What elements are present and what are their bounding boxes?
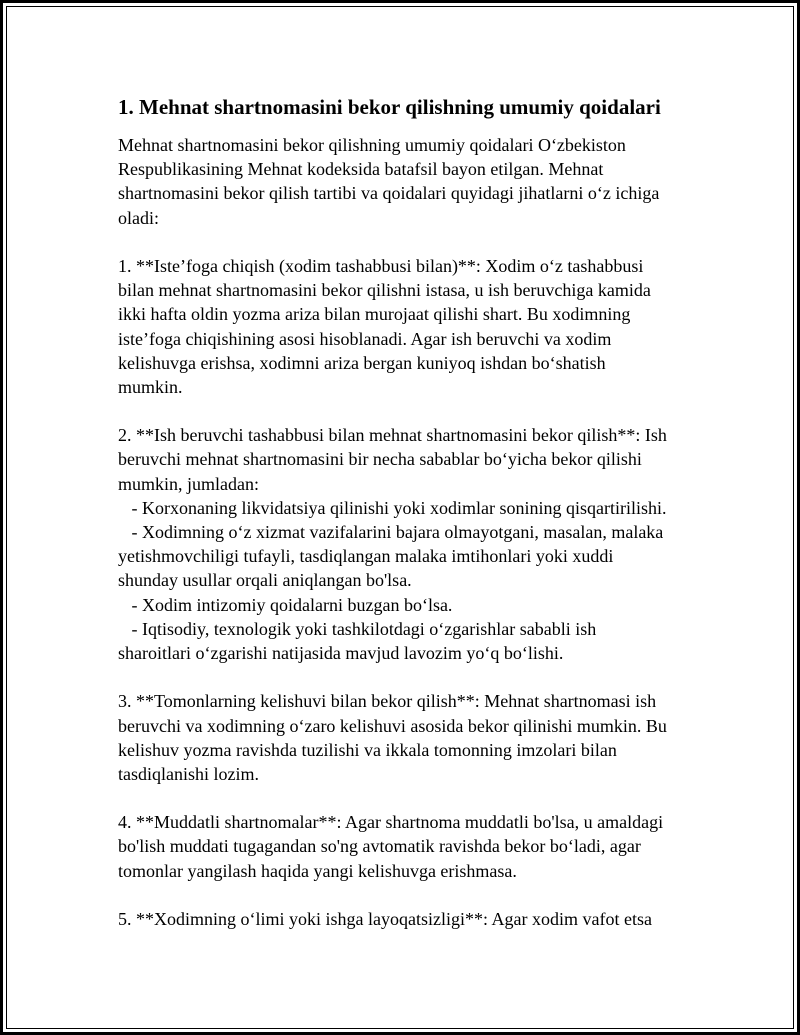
paragraph-line: shartnomasini bekor qilish tartibi va qoidalari quyidagi jihatlarni o‘z ichiga [118, 183, 660, 204]
paragraph-line: beruvchi va xodimning o‘zaro kelishuvi asosida bekor qilinishi mumkin. Bu [118, 715, 667, 736]
sub-bullet-line: - Korxonaning likvidatsiya qilinishi yoki xodimlar sonining qisqartirilishi. [118, 497, 667, 518]
paragraph-line: bo'lish muddati tugagandan so'ng avtomatik ravishda bekor bo‘ladi, agar [118, 836, 641, 857]
list-item-3 [118, 689, 718, 786]
paragraph-line: Mehnat shartnomasini bekor qilishning umumiy qoidalari O‘zbekiston [118, 135, 626, 155]
paragraph-line: mumkin, jumladan: [118, 473, 259, 494]
paragraph-line: shunday usullar orqali aniqlangan bo'lsa. [118, 570, 412, 591]
paragraph-line: beruvchi mehnat shartnomasini bir necha sabablar bo‘yicha bekor qilishi [118, 449, 642, 470]
paragraph-line: 2. **Ish beruvchi tashabbusi bilan mehnat shartnomasini bekor qilish**: Ish [118, 425, 667, 446]
paragraph-line: ikki hafta oldin yozma ariza bilan murojaat qilishi shart. Bu xodimning [118, 304, 631, 325]
sub-bullet-line: - Xodimning o‘z xizmat vazifalarini bajara olmayotgani, masalan, malaka [118, 522, 664, 542]
paragraph-line: kelishuv yozma ravishda tuzilishi va ikkala tomonning imzolari bilan [118, 739, 617, 760]
list-item-1 [118, 254, 718, 399]
paragraph-line: iste’foga chiqishining asosi hisoblanadi. Agar ish beruvchi va xodim [118, 328, 612, 349]
paragraph-line: tomonlar yangilash haqida yangi kelishuvga erishmasa. [118, 860, 517, 881]
paragraph-line: kelishuvga erishsa, xodimni ariza bergan kuniyoq ishdan bo‘shatish [118, 352, 606, 373]
paragraph-line: sharoitlari o‘zgarishi natijasida mavjud lavozim yo‘q bo‘lishi. [118, 642, 564, 663]
paragraph-intro [118, 133, 718, 230]
list-item-5 [118, 907, 718, 931]
paragraph-line: mumkin. [118, 376, 183, 397]
sub-bullet-line: - Xodim intizomiy qoidalarni buzgan bo‘lsa. [118, 594, 453, 615]
list-item-4 [118, 810, 718, 883]
document-body [118, 93, 718, 955]
paragraph-line: oladi: [118, 207, 159, 228]
paragraph-line: bilan mehnat shartnomasini bekor qilishni istasa, u ish beruvchiga kamida [118, 280, 651, 301]
paragraph-line: 5. **Xodimning o‘limi yoki ishga layoqatsizligi**: Agar xodim vafot etsa [118, 909, 652, 929]
sub-bullet-line: - Iqtisodiy, texnologik yoki tashkilotdagi o‘zgarishlar sababli ish [118, 618, 597, 639]
section-heading: 1. Mehnat shartnomasini bekor qilishning umumiy qoidalari [118, 95, 661, 119]
paragraph-line: yetishmovchiligi tufayli, tasdiqlangan malaka imtihonlari yoki xuddi [118, 546, 614, 567]
paragraph-line: Respublikasining Mehnat kodeksida batafsil bayon etilgan. Mehnat [118, 159, 604, 180]
paragraph-line: tasdiqlanishi lozim. [118, 763, 259, 784]
paragraph-line: 3. **Tomonlarning kelishuvi bilan bekor qilish**: Mehnat shartnomasi ish [118, 691, 657, 712]
paragraph-line: 4. **Muddatli shartnomalar**: Agar shartnoma muddatli bo'lsa, u amaldagi [118, 812, 664, 833]
paragraph-line: 1. **Iste’foga chiqish (xodim tashabbusi bilan)**: Xodim o‘z tashabbusi [118, 255, 644, 276]
list-item-2 [118, 423, 718, 665]
